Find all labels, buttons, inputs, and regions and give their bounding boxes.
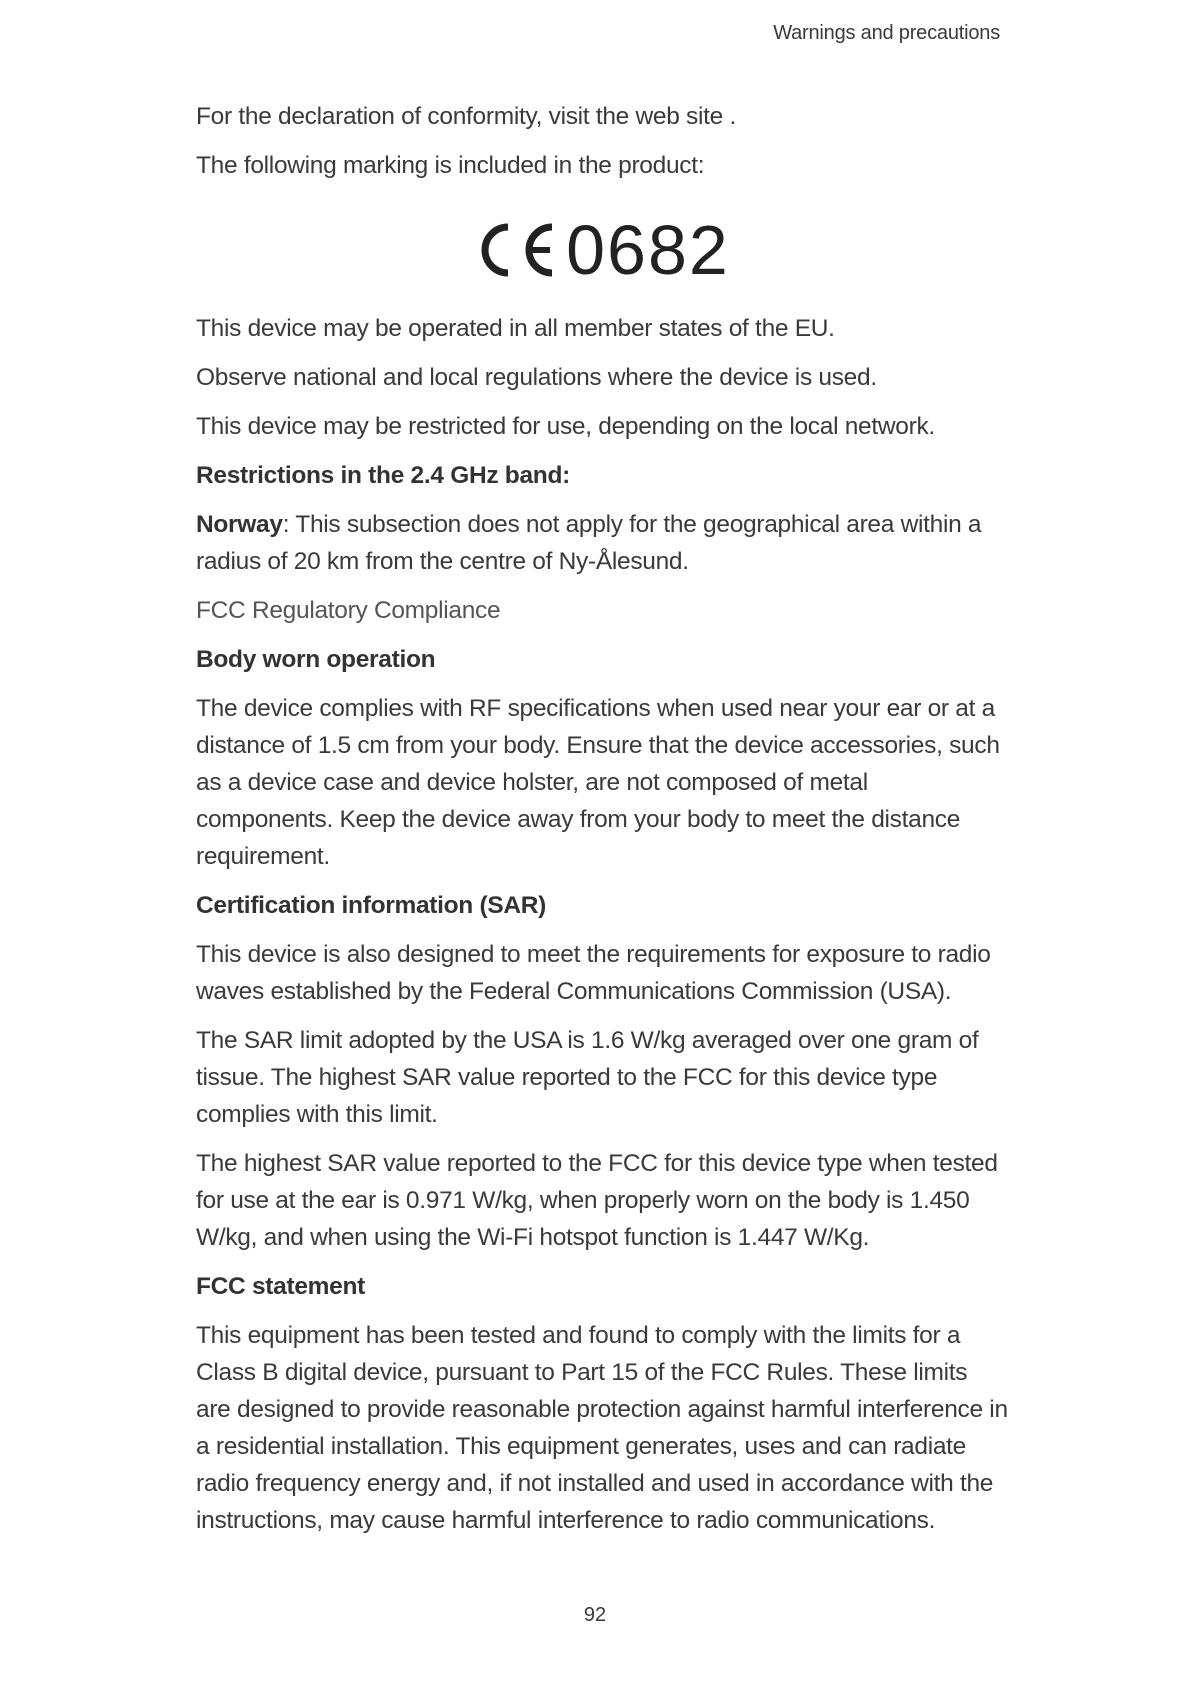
body-worn-paragraph: The device complies with RF specifications when used near your ear or at a distance of 1.5 cm from your body. Ensure that the device accessories, such as a device case and device holster, are not composed of metal components. Keep the device away from your body to meet the distance requirement. <box>196 695 1000 870</box>
ce-logo-icon <box>474 221 560 279</box>
sar-paragraph-1: This device is also designed to meet the requirements for exposure to radio waves established by the Federal Communications Commission (USA). <box>196 941 991 1005</box>
norway-text: : This subsection does not apply for the geographical area within a radius of 20 km from the centre of Ny-Ålesund. <box>196 511 982 575</box>
running-header: Warnings and precautions <box>773 22 1000 44</box>
eu-operation-paragraph: This device may be operated in all member states of the EU. <box>196 315 835 342</box>
norway-paragraph <box>196 506 1008 580</box>
ce-marking <box>196 196 1008 304</box>
declaration-paragraph: For the declaration of conformity, visit the web site . <box>196 103 736 130</box>
regulations-paragraph: Observe national and local regulations where the device is used. <box>196 364 877 391</box>
fcc-compliance-title: FCC Regulatory Compliance <box>196 597 501 624</box>
page-number: 92 <box>583 1604 607 1626</box>
restrictions-heading: Restrictions in the 2.4 GHz band: <box>196 462 570 489</box>
notified-body-number: 0682 <box>566 211 730 289</box>
page-content <box>196 98 1008 1551</box>
sar-paragraph-2: The SAR limit adopted by the USA is 1.6 W/kg averaged over one gram of tissue. The highest SAR value reported to the FCC for this device type complies with this limit. <box>196 1027 979 1128</box>
norway-label: Norway <box>196 511 283 538</box>
fcc-statement-paragraph: This equipment has been tested and found to comply with the limits for a Class B digital device, pursuant to Part 15 of the FCC Rules. These limits are designed to provide reasonable protection against harmful interference in a residential installation. This equipment generates, uses and can radiate radio frequency energy and, if not installed and used in accordance with the instructions, may cause harmful interference to radio communications. <box>196 1322 1008 1534</box>
fcc-statement-heading: FCC statement <box>196 1273 365 1300</box>
marking-intro-paragraph: The following marking is included in the product: <box>196 152 705 179</box>
sar-paragraph-3: The highest SAR value reported to the FCC for this device type when tested for use at the ear is 0.971 W/kg, when properly worn on the body is 1.450 W/kg, and when using the Wi-Fi hotspot function is 1.447 W/Kg. <box>196 1150 998 1251</box>
body-worn-heading: Body worn operation <box>196 646 436 673</box>
network-restriction-paragraph: This device may be restricted for use, depending on the local network. <box>196 413 935 440</box>
sar-heading: Certification information (SAR) <box>196 892 547 919</box>
